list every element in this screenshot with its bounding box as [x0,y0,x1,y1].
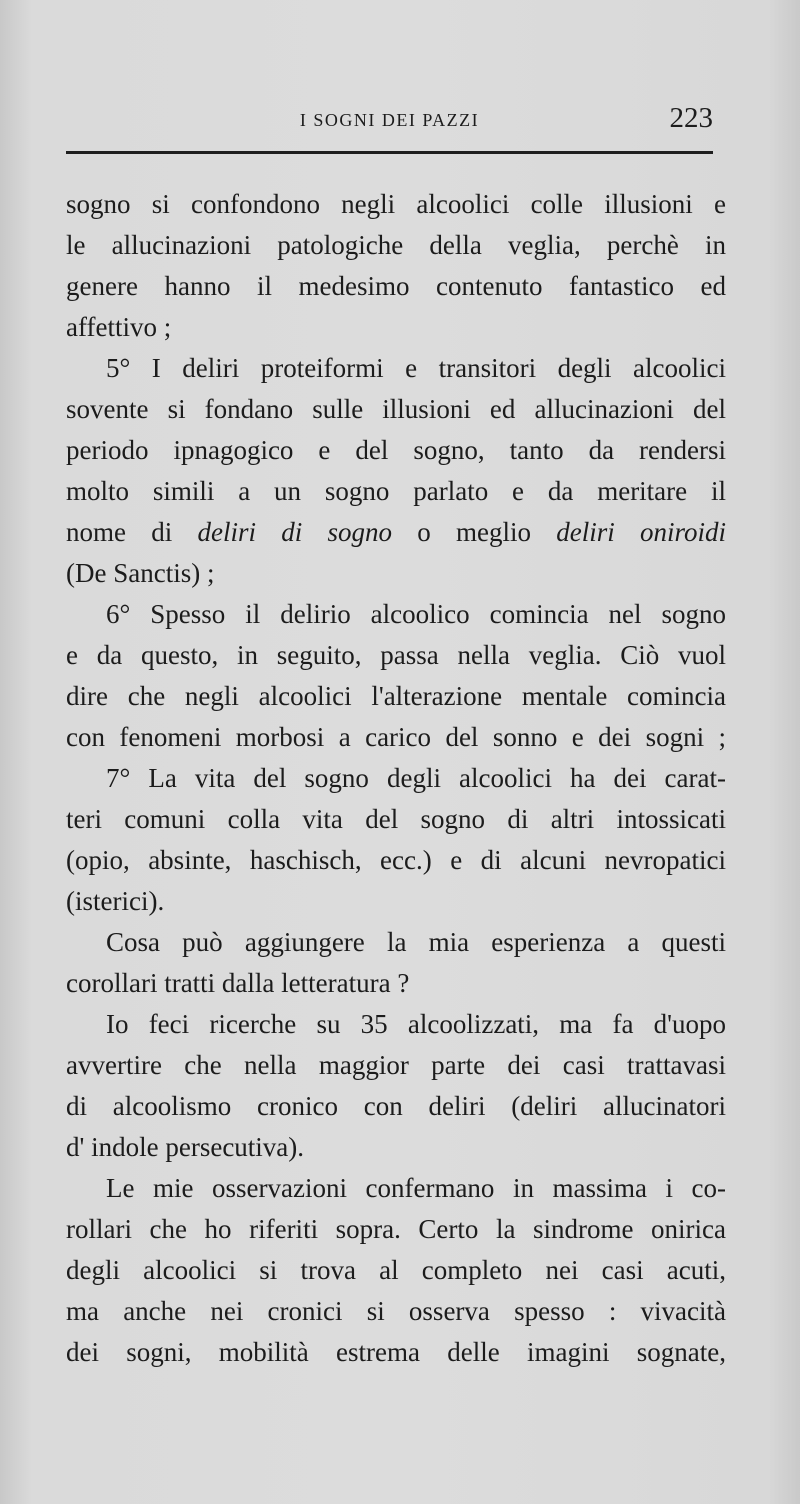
text-line: 6° Spesso il delirio alcoolico comincia nel sogno [106,599,726,629]
running-title: I SOGNI DEI PAZZI [299,110,480,130]
text-line: degli alcoolici si trova al completo nei casi acuti, [66,1255,726,1285]
text-line: Le mie osservazioni confermano in massima i co- [106,1173,726,1203]
text-line: (De Sanctis) ; [66,558,215,588]
italic-term: deliri oniroidi [556,517,726,547]
text-run: nome di [66,517,198,547]
text-line: 5° I deliri proteiformi e transitori degli alcoolici [106,353,726,383]
text-line: con fenomeni morbosi a carico del sonno e dei sogni ; [66,722,726,752]
text-line: e da questo, in seguito, passa nella veglia. Ciò vuol [66,640,726,670]
text-line: ma anche nei cronici si osserva spesso : vivacità [66,1296,726,1326]
text-line: le allucinazioni patologiche della veglia, perchè in [66,230,726,260]
text-line: (opio, absinte, haschisch, ecc.) e di alcuni nevropatici [66,845,726,875]
text-line: di alcoolismo cronico con deliri (deliri allucinatori [66,1091,726,1121]
text-line: Cosa può aggiungere la mia esperienza a questi [106,927,726,957]
header-rule [66,151,713,154]
text-line: sovente si fondano sulle illusioni ed allucinazioni del [66,394,726,424]
text-line: rollari che ho riferiti sopra. Certo la sindrome onirica [66,1214,726,1244]
text-line: dire che negli alcoolici l'alterazione mentale comincia [66,681,726,711]
text-line: periodo ipnagogico e del sogno, tanto da rendersi [66,435,726,465]
text-line: sogno si confondono negli alcoolici colle illusioni e [66,189,726,219]
page-number: 223 [669,102,713,134]
text-line: (isterici). [66,886,165,916]
text-line: teri comuni colla vita del sogno di altri intossicati [66,804,726,834]
text-line: corollari tratti dalla letteratura ? [66,968,410,998]
text-line: avvertire che nella maggior parte dei casi trattavasi [66,1050,726,1080]
text-line: d' indole persecutiva). [66,1132,305,1162]
text-line: genere hanno il medesimo contenuto fantastico ed [66,271,726,301]
text-line: molto simili a un sogno parlato e da meritare il [66,476,726,506]
text-line-with-italics [66,512,726,553]
text-line: Io feci ricerche su 35 alcoolizzati, ma fa d'uopo [106,1009,726,1039]
body-text [66,184,726,1373]
text-line: affettivo ; [66,312,172,342]
running-head [66,102,713,142]
text-line: 7° La vita del sogno degli alcoolici ha dei carat- [106,763,726,793]
italic-term: deliri di sogno [197,517,392,547]
text-run: o meglio [391,517,557,547]
text-line: dei sogni, mobilità estrema delle imagini sognate, [66,1337,726,1367]
